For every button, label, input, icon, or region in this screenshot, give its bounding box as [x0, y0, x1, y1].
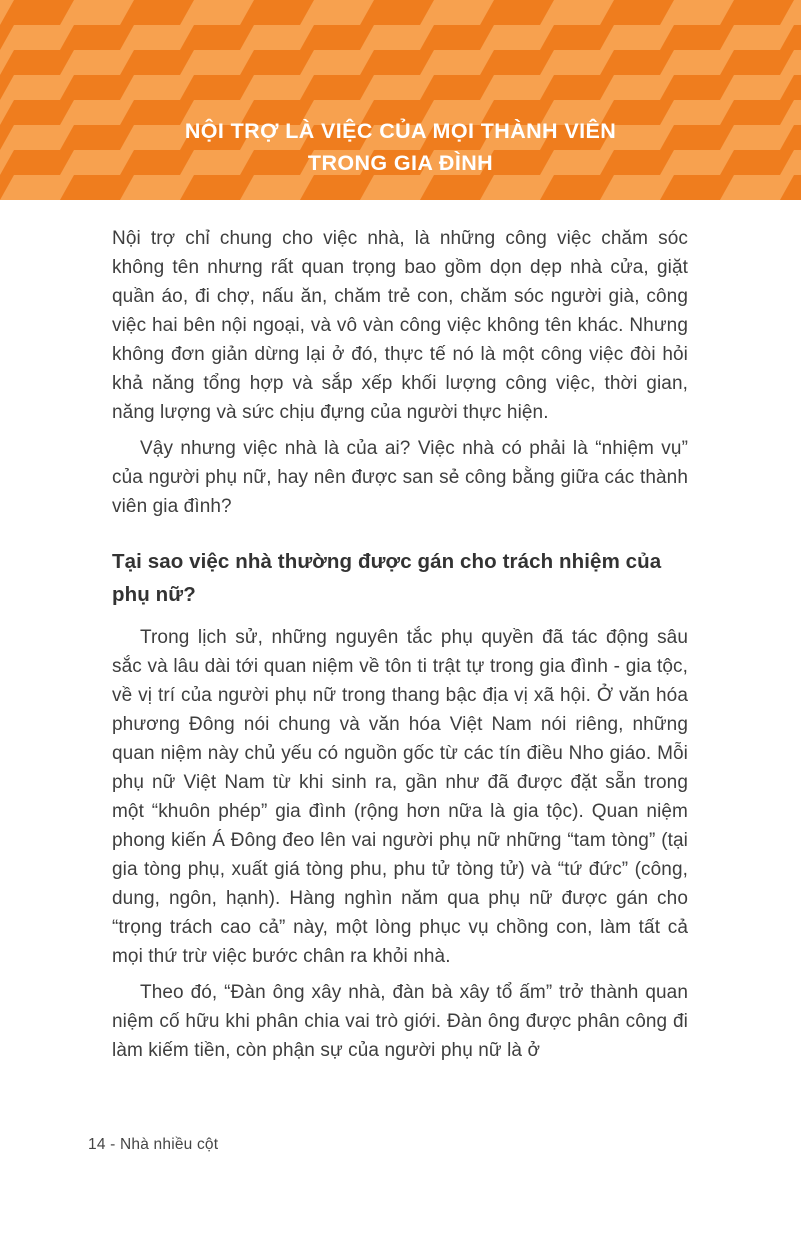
paragraph: Nội trợ chỉ chung cho việc nhà, là những công việc chăm sóc không tên nhưng rất quan trọng bao gồm dọn dẹp nhà cửa, giặt quần áo, đi chợ, nấu ăn, chăm trẻ con, chăm sóc người già, công việc hai bên nội ngoại, và vô vàn công việc không tên khác. Nhưng không đơn giản dừng lại ở đó, thực tế nó là một công việc đòi hỏi khả năng tổng hợp và sắp xếp khối lượng công việc, thời gian, năng lượng và sức chịu đựng của người thực hiện. [112, 228, 688, 423]
chapter-title-line-2: TRONG GIA ĐÌNH [307, 151, 494, 176]
page-footer: 14 - Nhà nhiều cột [88, 1136, 219, 1153]
paragraph: Vậy nhưng việc nhà là của ai? Việc nhà có phải là “nhiệm vụ” của người phụ nữ, hay nên được san sẻ công bằng giữa các thành viên gia đình? [112, 438, 688, 517]
chapter-title [0, 115, 801, 179]
chapter-header-banner [0, 0, 801, 200]
paragraph: Trong lịch sử, những nguyên tắc phụ quyền đã tác động sâu sắc và lâu dài tới quan niệm về tôn ti trật tự trong gia đình - gia tộc, về vị trí của người phụ nữ trong thang bậc địa vị xã hội. Ở văn hóa phương Đông nói chung và văn hóa Việt Nam nói riêng, những quan niệm này chủ yếu có nguồn gốc từ các tín điều Nho giáo. Mỗi phụ nữ Việt Nam từ khi sinh ra, gần như đã được đặt sẵn trong một “khuôn phép” gia đình (rộng hơn nữa là gia tộc). Quan niệm phong kiến Á Đông đeo lên vai người phụ nữ những “tam tòng” (tại gia tòng phụ, xuất giá tòng phu, phu tử tòng tử) và “tứ đức” (công, dung, ngôn, hạnh). Hàng nghìn năm qua phụ nữ được gán cho “trọng trách cao cả” này, một lòng phục vụ chồng con, làm tất cả mọi thứ trừ việc bước chân ra khỏi nhà. [112, 627, 688, 967]
chapter-title-line-1: NỘI TRỢ LÀ VIỆC CỦA MỌI THÀNH VIÊN [184, 119, 617, 144]
body-text [112, 224, 688, 1072]
section-heading: Tại sao việc nhà thường được gán cho trách nhiệm của phụ nữ? [112, 550, 662, 606]
paragraph: Theo đó, “Đàn ông xây nhà, đàn bà xây tổ ấm” trở thành quan niệm cố hữu khi phân chia vai trò giới. Đàn ông được phân công đi làm kiếm tiền, còn phận sự của người phụ nữ là ở [112, 982, 688, 1061]
